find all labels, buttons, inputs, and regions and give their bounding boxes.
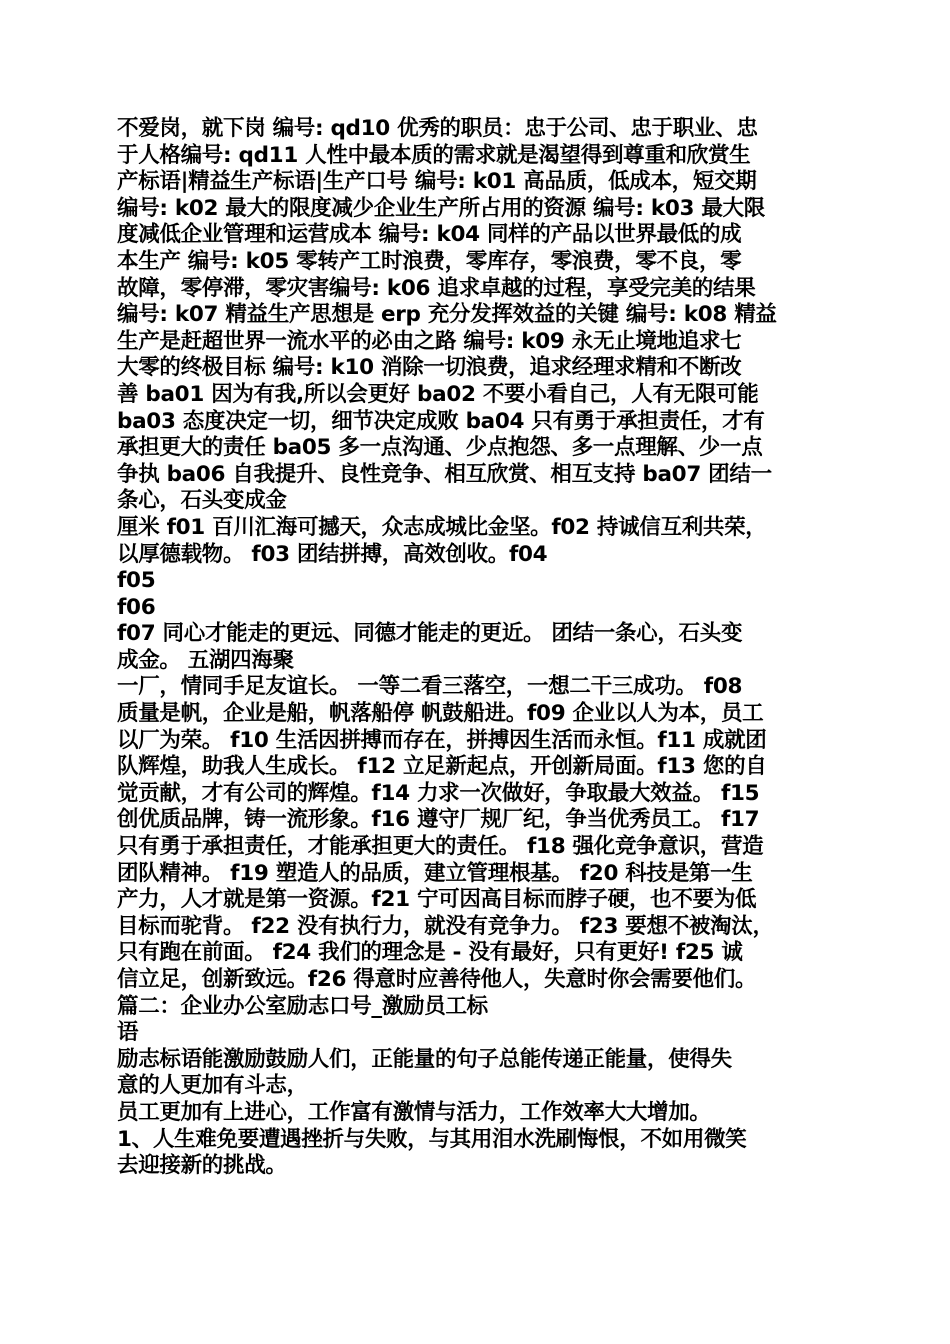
text-line: 励志标语能激励鼓励人们，正能量的句子总能传递正能量，使得失 (117, 1046, 732, 1072)
text-line: 善 ba01 因为有我,所以会更好 ba02 不要小看自己，人有无限可能 (117, 381, 759, 407)
text-line: 目标而驼背。 f22 没有执行力，就没有竞争力。 f23 要想不被淘汰， (117, 913, 774, 939)
text-line: 产力，人才就是第一资源。f21 宁可因高目标而脖子硬，也不要为低 (117, 887, 757, 913)
text-line: 以厚德载物。 f03 团结拼搏，高效创收。f04 (117, 541, 548, 567)
text-line: 信立足，创新致远。f26 得意时应善待他人，失意时你会需要他们。 (117, 967, 757, 992)
text-line: 只有跑在前面。 f24 我们的理念是 - 没有最好，只有更好! f25 诚 (117, 940, 743, 966)
text-line: 团队精神。 f19 塑造人的品质，建立管理根基。 f20 科技是第一生 (117, 860, 753, 886)
text-line: 于人格编号: qd11 人性中最本质的需求就是渴望得到尊重和欣赏生 (117, 142, 751, 168)
document-body (117, 116, 839, 1180)
text-line: f07 同心才能走的更远、同德才能走的更近。 团结一条心，石头变 (117, 621, 743, 647)
text-line: 故障，零停滞，零灾害编号: k06 追求卓越的过程，享受完美的结果 (117, 275, 756, 301)
text-line: f05 (117, 568, 156, 594)
text-line: 觉贡献，才有公司的辉煌。f14 力求一次做好，争取最大效益。 f15 (117, 780, 760, 806)
text-line: 度减低企业管理和运营成本 编号: k04 同样的产品以世界最低的成 (117, 222, 742, 248)
text-line: 厘米 f01 百川汇海可撼天，众志成城比金坚。f02 持诚信互利共荣， (117, 514, 767, 540)
text-line: 创优质品牌，铸一流形象。f16 遵守厂规厂纪，争当优秀员工。 f17 (117, 807, 760, 833)
text-line: f06 (117, 594, 156, 620)
text-line: 产标语|精益生产标语|生产口号 编号: k01 高品质，低成本，短交期 (117, 169, 757, 195)
text-line: 成金。 五湖四海聚 (117, 647, 294, 673)
text-line: 不爱岗，就下岗 编号: qd10 优秀的职员：忠于公司、忠于职业、忠 (117, 116, 758, 141)
text-line: 只有勇于承担责任，才能承担更大的责任。 f18 强化竞争意识，营造 (117, 834, 764, 860)
text-line: 编号: k07 精益生产思想是 erp 充分发挥效益的关键 编号: k08 精益 (117, 302, 777, 328)
text-line: 以厂为荣。 f10 生活因拼搏而存在，拼搏因生活而永恒。f11 成就团 (117, 727, 767, 753)
text-line: 承担更大的责任 ba05 多一点沟通、少点抱怨、多一点理解、少一点 (117, 435, 763, 461)
text-line: ba03 态度决定一切，细节决定成败 ba04 只有勇于承担责任，才有 (117, 408, 765, 434)
text-line: 争执 ba06 自我提升、良性竞争、相互欣赏、相互支持 ba07 团结一 (117, 461, 772, 487)
text-line: 生产是赶超世界一流水平的必由之路 编号: k09 永无止境地追求七 (117, 328, 742, 354)
text-line: 条心，石头变成金 (117, 488, 287, 514)
text-line: 员工更加有上进心，工作富有激情与活力，工作效率大大增加。 (117, 1099, 711, 1125)
text-line: 本生产 编号: k05 零转产工时浪费，零库存，零浪费，零不良，零 (117, 248, 742, 274)
text-line: 质量是帆，企业是船，帆落船停 帆鼓船进。f09 企业以人为本，员工 (117, 701, 764, 727)
text-line: 一厂，情同手足友谊长。 一等二看三落空，一想二干三成功。 f08 (117, 674, 743, 700)
text-line: 大零的终极目标 编号: k10 消除一切浪费，追求经理求精和不断改 (117, 355, 742, 381)
text-line: 编号: k02 最大的限度减少企业生产所占用的资源 编号: k03 最大限 (117, 195, 765, 221)
text-line: 意的人更加有斗志， (117, 1073, 308, 1099)
text-line: 篇二：企业办公室励志口号_激励员工标 (117, 993, 488, 1019)
text-line: 去迎接新的挑战。 (117, 1153, 287, 1179)
text-line: 语 (117, 1020, 139, 1046)
text-line: 队辉煌，助我人生成长。 f12 立足新起点，开创新局面。f13 您的自 (117, 754, 767, 780)
text-line: 1、人生难免要遭遇挫折与失败，与其用泪水洗刷悔恨，不如用微笑 (117, 1126, 747, 1152)
